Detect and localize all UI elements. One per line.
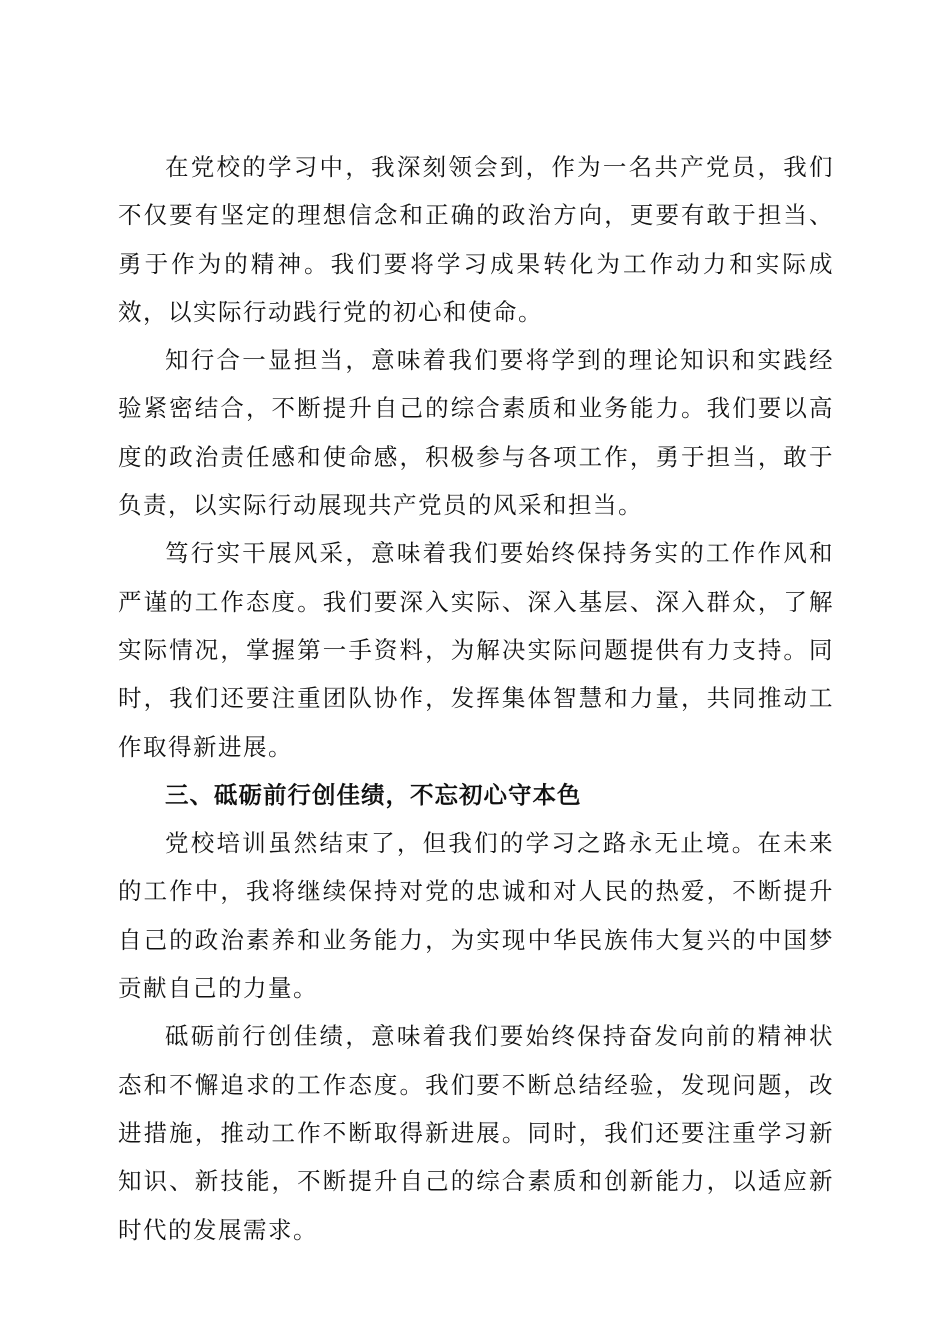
paragraph-party-school-study: 在党校的学习中，我深刻领会到，作为一名共产党员，我们不仅要有坚定的理想信念和正确的政治方向，更要有敢于担当、勇于作为的精神。我们要将学习成果转化为工作动力和实际成效，以实际行动践行党的初心和使命。	[118, 153, 834, 326]
paragraph-training-ended: 党校培训虽然结束了，但我们的学习之路永无止境。在未来的工作中，我将继续保持对党的忠诚和对人民的热爱，不断提升自己的政治素养和业务能力，为实现中华民族伟大复兴的中国梦贡献自己的力量。	[118, 829, 834, 1003]
document-body	[118, 143, 834, 1254]
paragraph-practical-work: 笃行实干展风采，意味着我们要始终保持务实的工作作风和严谨的工作态度。我们要深入实际、深入基层、深入群众，了解实际情况，掌握第一手资料，为解决实际问题提供有力支持。同时，我们还要注重团队协作，发挥集体智慧和力量，共同推动工作取得新进展。	[118, 539, 834, 761]
paragraph-unity-of-knowledge-action: 知行合一显担当，意味着我们要将学到的理论知识和实践经验紧密结合，不断提升自己的综合素质和业务能力。我们要以高度的政治责任感和使命感，积极参与各项工作，勇于担当，敢于负责，以实际行动展现共产党员的风采和担当。	[118, 346, 834, 520]
section-heading: 三、砥砺前行创佳绩，不忘初心守本色	[165, 780, 582, 809]
paragraph-forge-ahead: 砥砺前行创佳绩，意味着我们要始终保持奋发向前的精神状态和不懈追求的工作态度。我们要不断总结经验，发现问题，改进措施，推动工作不断取得新进展。同时，我们还要注重学习新知识、新技能，不断提升自己的综合素质和创新能力，以适应新时代的发展需求。	[118, 1022, 834, 1244]
